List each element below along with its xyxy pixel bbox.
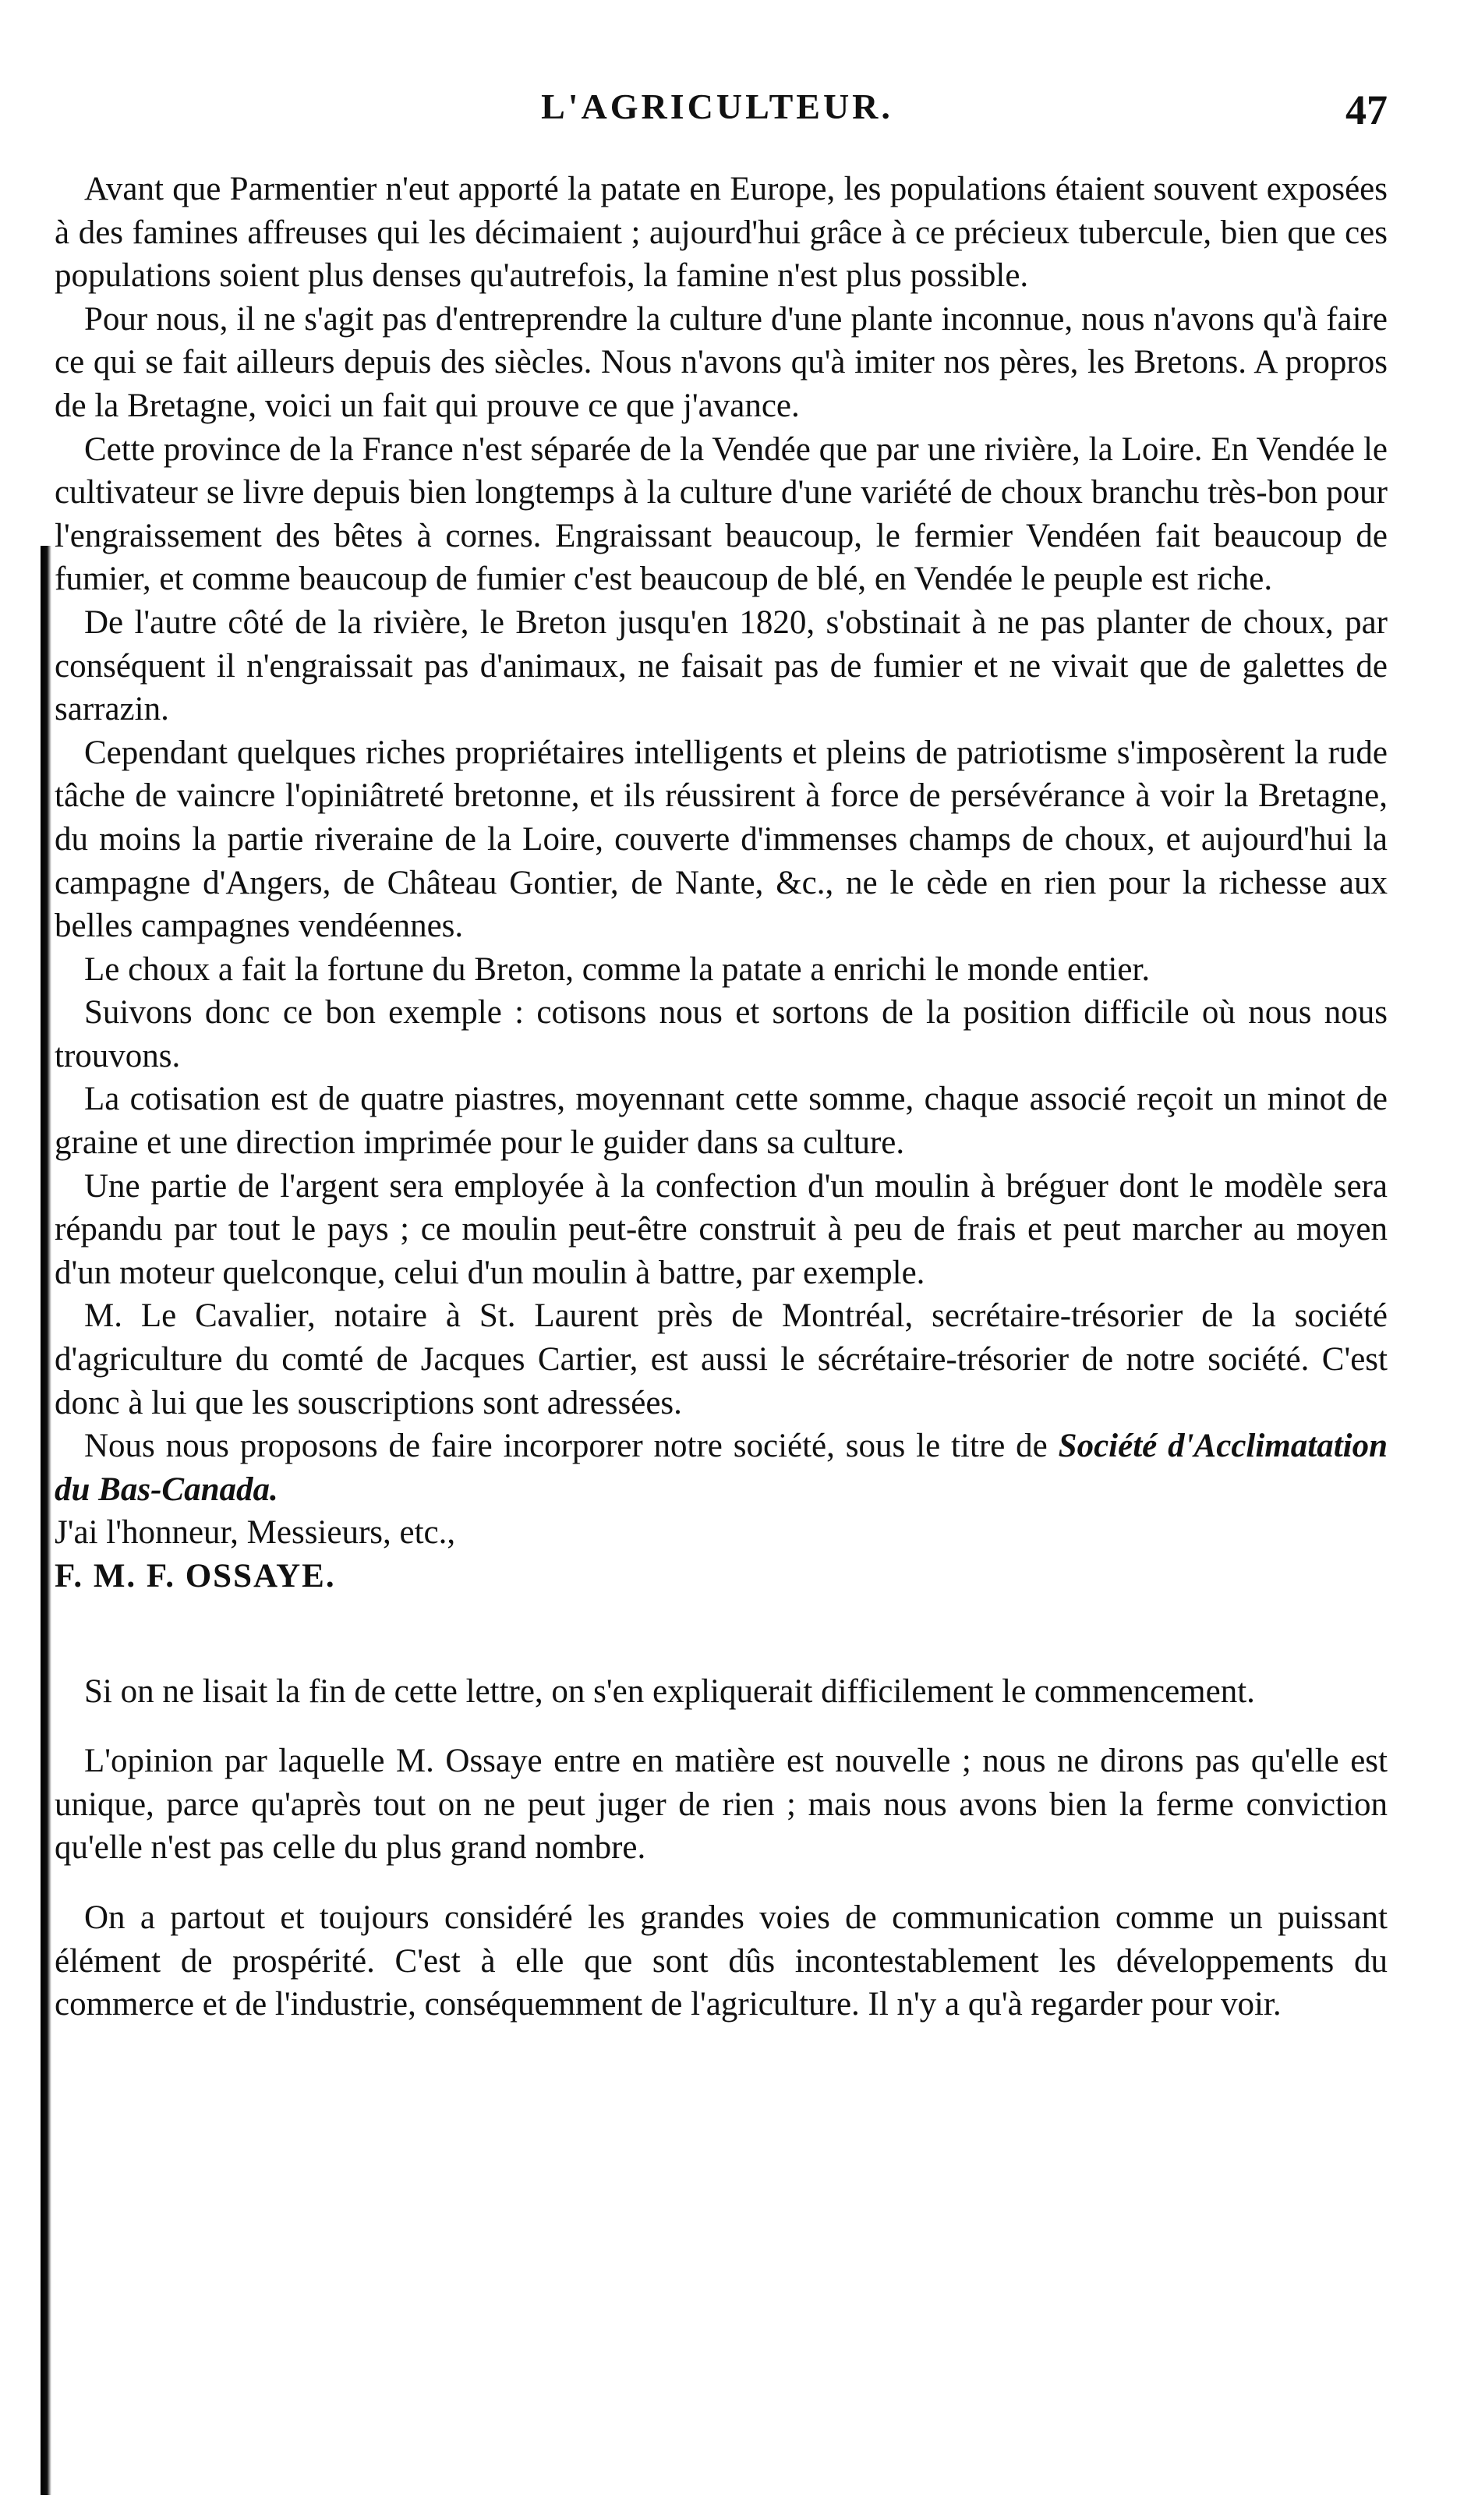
body-text [55,168,1388,2026]
commentary-paragraph: Si on ne lisait la fin de cette lettre, on s'en expliquerait difficilement le commencement. [84,1672,1255,1710]
binding-shadow [41,546,51,2495]
letter-paragraph-incorporation [55,1425,1388,1511]
letter-paragraph: Pour nous, il ne s'agit pas d'entreprendre la culture d'une plante inconnue, nous n'avons qu'à faire ce qui se fait ailleurs depuis des siècles. Nous n'avons qu'à imiter nos pères, les Bretons. A propros de la Bretagne, voici un fait qui prouve ce que j'avance. [55,300,1388,424]
letter-closing: J'ai l'honneur, Messieurs, etc., [55,1514,456,1552]
editorial-commentary [55,1670,1388,2026]
letter-signature: F. M. F. OSSAYE. [55,1558,336,1594]
page-number: 47 [1345,87,1388,133]
letter-paragraph: La cotisation est de quatre piastres, moyennant cette somme, chaque associé reçoit un minot de graine et une direction imprimée pour le guider dans sa culture. [55,1081,1388,1162]
commentary-paragraph: L'opinion par laquelle M. Ossaye entre en matière est nouvelle ; nous ne dirons pas qu'elle est unique, parce qu'après tout on ne peut juger de rien ; mais nous avons bien la ferme conviction qu'elle n'est pas celle du plus grand nombre. [55,1743,1388,1867]
commentary-paragraph: On a partout et toujours considéré les grandes voies de communication comme un puissant élément de prospérité. C'est à elle que sont dûs incontestablement les développements du commerce et de l'industrie, conséquemment de l'agriculture. Il n'y a qu'à regarder pour voir. [55,1899,1388,2023]
letter-paragraph: Suivons donc ce bon exemple : cotisons nous et sortons de la position difficile où nous nous trouvons. [55,994,1388,1074]
letter-paragraph: De l'autre côté de la rivière, le Breton jusqu'en 1820, s'obstinait à ne pas planter de choux, par conséquent il n'engraissait pas d'animaux, ne faisait pas de fumier et ne vivait que de galettes de sarrazin. [55,603,1388,728]
letter-paragraph: Le choux a fait la fortune du Breton, comme la patate a enrichi le monde entier. [84,950,1151,988]
letter [55,168,1388,1598]
paragraph-gap [55,1713,1388,1740]
letter-paragraph: Avant que Parmentier n'eut apporté la patate en Europe, les populations étaient souvent exposées à des famines affreuses qui les décimaient ; aujourd'hui grâce à ce précieux tubercule, bien que ces populations soient plus denses qu'autrefois, la famine n'est plus possible. [55,171,1388,295]
running-head: L'AGRICULTEUR. [541,87,893,126]
letter-paragraph: M. Le Cavalier, notaire à St. Laurent près de Montréal, secrétaire-trésorier de la société d'agriculture du comté de Jacques Cartier, est aussi le sécrétaire-trésorier de notre société. C'est donc à lui que les souscriptions sont adressées. [55,1297,1388,1421]
paragraph-gap [55,1870,1388,1896]
letter-paragraph: Cependant quelques riches propriétaires intelligents et pleins de patriotisme s'imposèrent la rude tâche de vaincre l'opiniâtreté bretonne, et ils réussirent à force de persévérance à voir la Bretagne, du moins la partie riveraine de la Loire, couverte d'immenses champs de choux, et aujourd'hui la campagne d'Angers, de Château Gontier, de Nante, &c., ne le cède en rien pour la richesse aux belles campagnes vendéennes. [55,734,1388,945]
section-gap [55,1598,1388,1670]
letter-paragraph: Une partie de l'argent sera employée à la confection d'un moulin à bréguer dont le modèle sera répandu par tout le pays ; ce moulin peut-être construit à peu de frais et peut marcher au moyen d'un moteur quelconque, celui d'un moulin à battre, par exemple. [55,1167,1388,1291]
page-header [47,86,1388,148]
society-name: Société d'Acclimatation du Bas-Canada. [55,1428,1388,1508]
incorporation-text: Nous nous proposons de faire incorporer notre société, sous le titre de [84,1428,1059,1465]
letter-paragraph: Cette province de la France n'est séparée de la Vendée que par une rivière, la Loire. En Vendée le cultivateur se livre depuis bien longtemps à la culture d'une variété de choux branchu très-bon pour l'engraissement des bêtes à cornes. Engraissant beaucoup, le fermier Vendéen fait beaucoup de fumier, et comme beaucoup de fumier c'est beaucoup de blé, en Vendée le peuple est riche. [55,430,1388,598]
